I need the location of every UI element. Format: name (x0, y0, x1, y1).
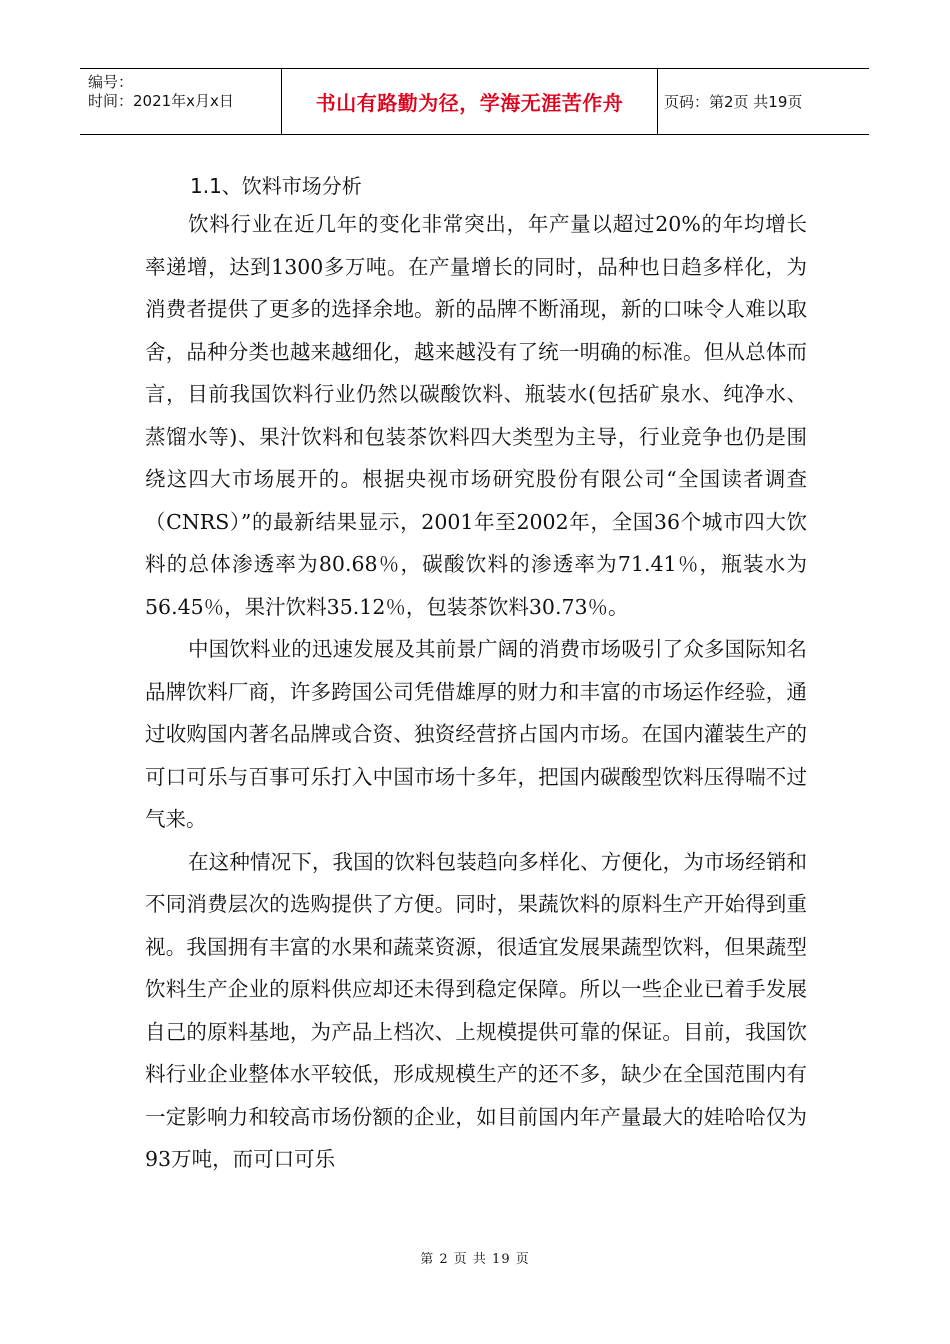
paragraph: 中国饮料业的迅速发展及其前景广阔的消费市场吸引了众多国际知名品牌饮料厂商，许多跨国公司凭借雄厚的财力和丰富的市场运作经验，通过收购国内著名品牌或合资、独资经营挤占国内市场。在国内灌装生产的可口可乐与百事可乐打入中国市场十多年，把国内碳酸型饮料压得喘不过气来。 (145, 637, 807, 831)
section-title: 1.1、饮料市场分析 (190, 174, 362, 198)
serial-label: 编号： (88, 73, 134, 91)
page-header (80, 68, 869, 135)
paragraph: 在这种情况下，我国的饮料包装趋向多样化、方便化，为市场经销和不同消费层次的选购提供了方便。同时，果蔬饮料的原料生产开始得到重视。我国拥有丰富的水果和蔬菜资源，很适宜发展果蔬型饮料，但果蔬型饮料生产企业的原料供应却还未得到稳定保障。所以一些企业已着手发展自己的原料基地，为产品上档次、上规模提供可靠的保证。目前，我国饮料行业企业整体水平较低，形成规模生产的还不多，缺少在全国范围内有一定影响力和较高市场份额的企业，如目前国内年产量最大的娃哈哈仅为93万吨，而可口可乐 (145, 849, 807, 1171)
page-footer: 第 2 页 共 19 页 (420, 1252, 530, 1267)
time-label: 时间：2021年x月x日 (88, 92, 234, 110)
header-motto: 书山有路勤为径，学海无涯苦作舟 (282, 69, 658, 134)
paragraph: 饮料行业在近几年的变化非常突出，年产量以超过20%的年均增长率递增，达到1300多万吨。在产量增长的同时，品种也日趋多样化，为消费者提供了更多的选择余地。新的品牌不断涌现，新的口味令人难以取舍，品种分类也越来越细化，越来越没有了统一明确的标准。但从总体而言，目前我国饮料行业仍然以碳酸饮料、瓶装水(包括矿泉水、纯净水、蒸馏水等)、果汁饮料和包装茶饮料四大类型为主导，行业竞争也仍是围绕这四大市场展开的。根据央视市场研究股份有限公司“全国读者调查（CNRS）”的最新结果显示，2001年至2002年，全国36个城市四大饮料的总体渗透率为80.68％，碳酸饮料的渗透率为71.41％，瓶装水为56.45％，果汁饮料35.12％，包装茶饮料30.73％。 (145, 212, 807, 619)
header-meta (80, 69, 282, 134)
document-body (145, 203, 807, 1181)
header-page-info: 页码：第2页 共19页 (664, 93, 803, 111)
